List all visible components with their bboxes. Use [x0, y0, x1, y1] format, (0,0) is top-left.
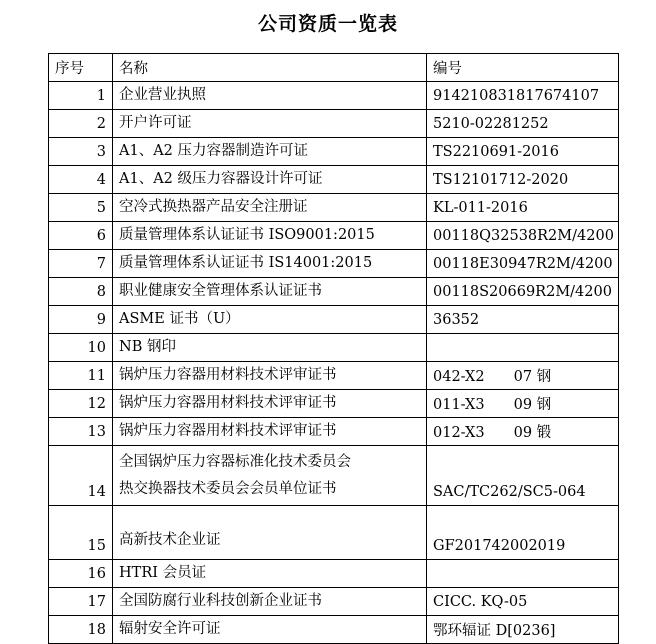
table-row — [49, 138, 619, 166]
row-code: 00118S20669R2M/4200 — [427, 278, 619, 306]
row-name: A1、A2 压力容器制造许可证 — [113, 138, 427, 166]
table-row — [49, 362, 619, 390]
table-row — [49, 250, 619, 278]
row-no: 18 — [49, 616, 113, 644]
row-name: 质量管理体系认证证书 IS14001:2015 — [113, 250, 427, 278]
row-no: 10 — [49, 334, 113, 362]
table-row — [49, 334, 619, 362]
table-row — [49, 390, 619, 418]
row-name: 企业营业执照 — [113, 82, 427, 110]
table-header-row — [49, 54, 619, 82]
table-row — [49, 306, 619, 334]
row-code: SAC/TC262/SC5-064 — [427, 446, 619, 506]
row-code — [427, 334, 619, 362]
row-code: 00118Q32538R2M/4200 — [427, 222, 619, 250]
row-name: 质量管理体系认证证书 ISO9001:2015 — [113, 222, 427, 250]
row-code: TS2210691-2016 — [427, 138, 619, 166]
table-row — [49, 588, 619, 616]
table-row — [49, 222, 619, 250]
row-code: 042-X2 07 钢 — [427, 362, 619, 390]
table-row — [49, 446, 619, 506]
row-no: 12 — [49, 390, 113, 418]
table-row — [49, 166, 619, 194]
row-name: 全国防腐行业科技创新企业证书 — [113, 588, 427, 616]
row-name — [113, 446, 427, 506]
row-no: 16 — [49, 560, 113, 588]
table-row — [49, 194, 619, 222]
table-row — [49, 560, 619, 588]
row-name: 锅炉压力容器用材料技术评审证书 — [113, 362, 427, 390]
row-code: CICC. KQ-05 — [427, 588, 619, 616]
row-code: TS12101712-2020 — [427, 166, 619, 194]
row-name: 辐射安全许可证 — [113, 616, 427, 644]
page-title: 公司资质一览表 — [257, 13, 398, 35]
table-row — [49, 616, 619, 644]
row-name-line-1: 全国锅炉压力容器标准化技术委员会 — [119, 453, 351, 470]
row-no: 5 — [49, 194, 113, 222]
row-code: GF201742002019 — [427, 506, 619, 560]
row-name: HTRI 会员证 — [113, 560, 427, 588]
row-name: 空冷式换热器产品安全注册证 — [113, 194, 427, 222]
row-code: 00118E30947R2M/4200 — [427, 250, 619, 278]
row-code: 914210831817674107 — [427, 82, 619, 110]
row-no: 15 — [49, 506, 113, 560]
qualification-table — [48, 53, 619, 644]
row-name: 开户许可证 — [113, 110, 427, 138]
table-row — [49, 278, 619, 306]
row-no: 1 — [49, 82, 113, 110]
row-code: 5210-02281252 — [427, 110, 619, 138]
row-name-line-2: 热交换器技术委员会会员单位证书 — [119, 480, 337, 497]
row-code: 36352 — [427, 306, 619, 334]
row-code — [427, 560, 619, 588]
row-code: 鄂环辐证 D[0236] — [427, 616, 619, 644]
row-name: 高新技术企业证 — [113, 506, 427, 560]
row-no: 9 — [49, 306, 113, 334]
row-no: 7 — [49, 250, 113, 278]
header-code: 编号 — [427, 54, 619, 82]
row-name: 职业健康安全管理体系认证证书 — [113, 278, 427, 306]
row-code: 012-X3 09 锻 — [427, 418, 619, 446]
row-no: 3 — [49, 138, 113, 166]
table-row — [49, 82, 619, 110]
row-no: 13 — [49, 418, 113, 446]
header-name: 名称 — [113, 54, 427, 82]
row-name: 锅炉压力容器用材料技术评审证书 — [113, 418, 427, 446]
table-row — [49, 506, 619, 560]
row-name: A1、A2 级压力容器设计许可证 — [113, 166, 427, 194]
row-no: 11 — [49, 362, 113, 390]
row-no: 4 — [49, 166, 113, 194]
row-code: 011-X3 09 钢 — [427, 390, 619, 418]
row-name: 锅炉压力容器用材料技术评审证书 — [113, 390, 427, 418]
row-code: KL-011-2016 — [427, 194, 619, 222]
row-name: ASME 证书（U） — [113, 306, 427, 334]
row-no: 14 — [49, 446, 113, 506]
table-row — [49, 418, 619, 446]
row-no: 8 — [49, 278, 113, 306]
row-no: 17 — [49, 588, 113, 616]
table-row — [49, 110, 619, 138]
row-no: 6 — [49, 222, 113, 250]
header-no: 序号 — [49, 54, 113, 82]
row-no: 2 — [49, 110, 113, 138]
row-name: NB 钢印 — [113, 334, 427, 362]
